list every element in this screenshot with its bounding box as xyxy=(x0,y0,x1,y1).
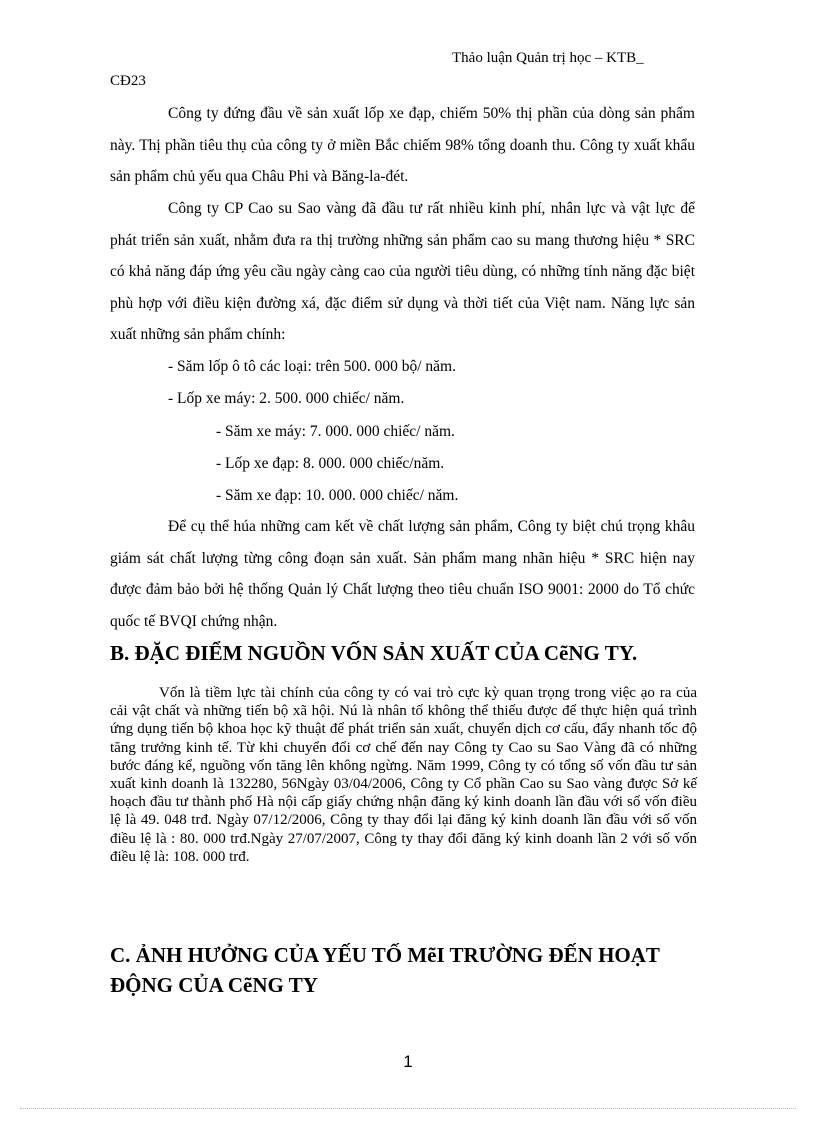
page-break-divider xyxy=(20,1108,796,1109)
section-b-paragraph: Vốn là tiềm lực tài chính của công ty có vai trò cực kỳ quan trọng trong việc ạo ra của cải vật chất và những tiến bộ xã hội. Nú là nhân tố không thể thiếu được để thực hiện quá trình ứng dụng tiến bộ khoa học kỹ thuật để phát triển sản xuất, chuyển dịch cơ cấu, đẩy nhanh tốc độ tăng trưởng kinh tế. Từ khi chuyển đổi cơ chế đến nay Công ty Cao su Sao Vàng đã có những bước đáng kể, nguồng vốn tăng lên không ngừng. Năm 1999, Công ty có tổng số vốn đầu tư sản xuất kinh doanh là 132280, 56Ngày 03/04/2006, Công ty Cổ phần Cao su Sao vàng được Sở kế hoạch đầu tư thành phố Hà nội cấp giấy chứng nhận đăng ký kinh doanh lần đầu với số vốn điều lệ là 49. 048 trđ. Ngày 07/12/2006, Công ty thay đổi lại đăng ký kinh doanh lần đầu với số vốn điều lệ là : 80. 000 trđ.Ngày 27/07/2007, Công ty thay đổi đăng ký kinh doanh lần 2 với số vốn điều lệ là: 108. 000 trđ. xyxy=(110,685,697,865)
list-item-motorbike-tyres: - Lốp xe máy: 2. 500. 000 chiếc/ năm. xyxy=(168,390,405,407)
list-item-car-tyres: - Săm lốp ô tô các loại: trên 500. 000 bộ/ năm. xyxy=(168,358,456,375)
page-number: 1 xyxy=(403,1052,413,1071)
list-item-bicycle-tubes: - Săm xe đạp: 10. 000. 000 chiếc/ năm. xyxy=(216,487,459,504)
list-item-bicycle-tyres: - Lốp xe đạp: 8. 000. 000 chiếc/năm. xyxy=(216,455,445,472)
section-c-heading: C. ẢNH HƯỞNG CỦA YẾU TỐ MẽI TRƯỜNG ĐẾN HOẠT ĐỘNG CỦA CẽNG TY xyxy=(110,943,660,997)
page-header-continuation: CĐ23 xyxy=(110,73,146,89)
paragraph-investment: Công ty CP Cao su Sao vàng đã đầu tư rất nhiều kinh phí, nhân lực và vật lực để phát triển sản xuất, nhằm đưa ra thị trường những sản phẩm cao su mang thương hiệu * SRC có khả năng đáp ứng yêu cầu ngày càng cao của người tiêu dùng, có những tính năng đặc biệt phù hợp với điều kiện đường xá, đặc điểm sử dụng và thời tiết của Việt nam. Năng lực sản xuất những sản phẩm chính: xyxy=(110,200,695,343)
page-header: Thảo luận Quản trị học – KTB_ xyxy=(452,50,644,66)
paragraph-market-share: Công ty đứng đầu về sản xuất lốp xe đạp, chiếm 50% thị phần của dòng sản phẩm này. Thị phần tiêu thụ của công ty ở miền Bắc chiếm 98% tổng doanh thu. Công ty xuất khẩu sản phẩm chủ yếu qua Châu Phi và Băng-la-đét. xyxy=(110,105,695,185)
paragraph-quality: Để cụ thể húa những cam kết về chất lượng sản phẩm, Công ty biệt chú trọng khâu giám sát chất lượng từng công đoạn sản xuất. Sản phẩm mang nhãn hiệu * SRC hiện nay được đảm bảo bởi hệ thống Quản lý Chất lượng theo tiêu chuẩn ISO 9001: 2000 do Tổ chức quốc tế BVQI chứng nhận. xyxy=(110,518,695,630)
list-item-motorbike-tubes: - Săm xe máy: 7. 000. 000 chiếc/ năm. xyxy=(216,423,455,440)
section-b-heading: B. ĐẶC ĐIỂM NGUỒN VỐN SẢN XUẤT CỦA CẽNG TY. xyxy=(110,641,638,665)
